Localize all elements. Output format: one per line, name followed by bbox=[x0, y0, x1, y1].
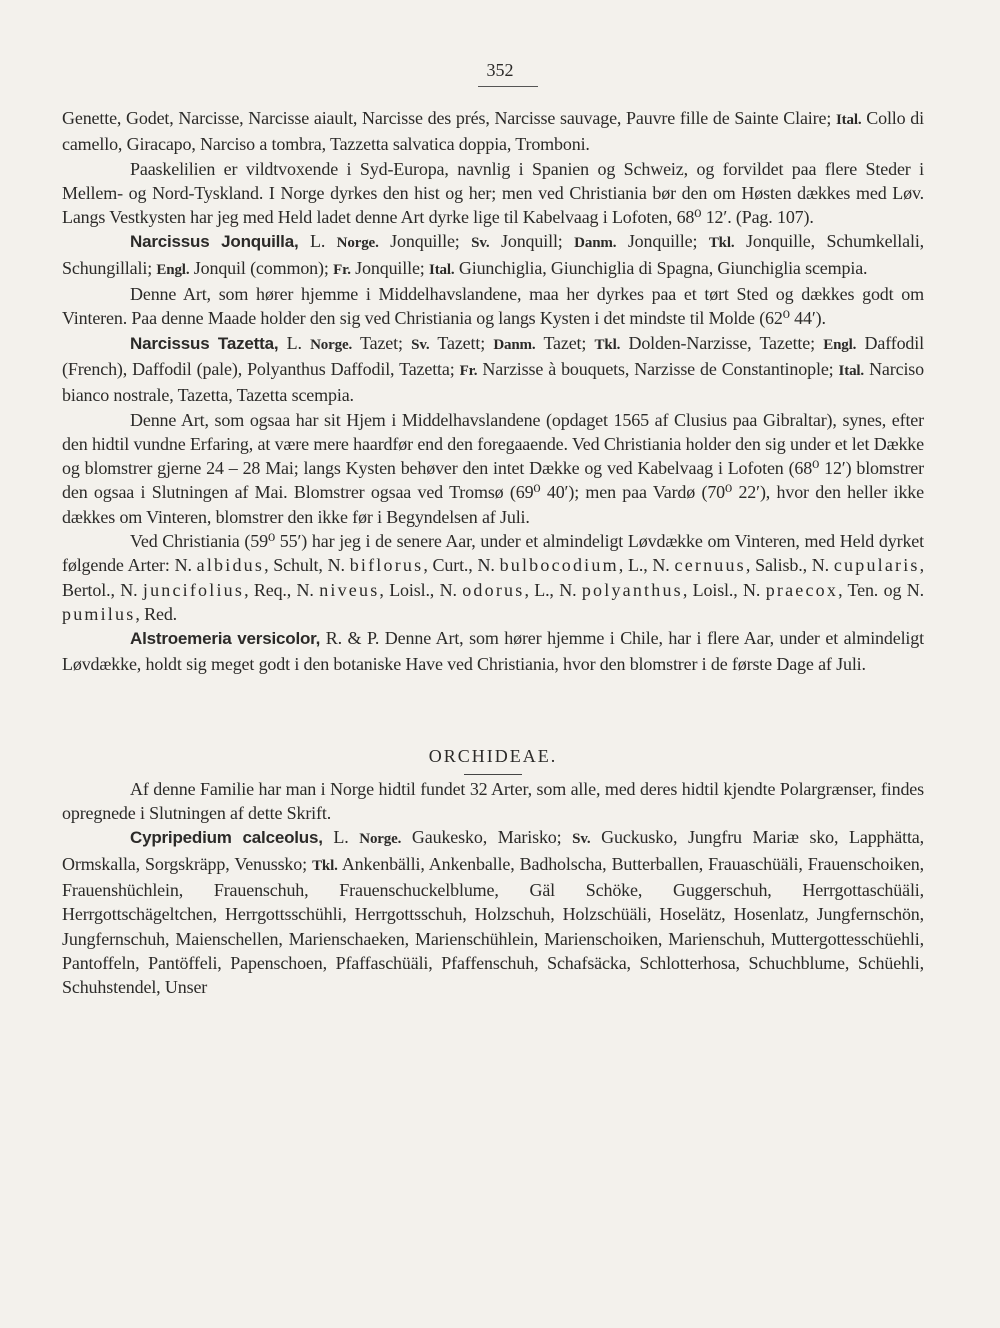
spaced-epithet: polyanthus bbox=[581, 579, 683, 600]
paragraph-cultivated-species bbox=[62, 529, 924, 626]
text-run: , L., N. bbox=[618, 555, 675, 576]
text-run: Narzisse à bouquets, Narzisse de Constantinople; bbox=[477, 358, 839, 379]
text-run: Ankenbälli, Ankenballe, Badholscha, Butterballen, Frauaschüäli, Frauenschoiken, Frauenshüchlein, Frauenschuh, Frauenschuckelblume, Gäl Schöke, Guggerschuh, Herrgottaschüäli, Herrgottschägeltchen, Herrgottsschühli, Herrgottsschuh, Holzschuh, Holzschüäli, Hoselätz, Hosenlatz, Jungfernschön, Jungfernschuh, Maienschellen, Marienschaeken, Marienschühlein, Marienschoiken, Marienschuh, Muttergottesschüehli, Pantoffeln, Pantöffeli, Papenschoen, Pfaffaschüäli, Pfaffenschuh, Schafsäcka, Schlotterhosa, Schuchblume, Schüehli, Schuhstendel, Unser bbox=[62, 853, 924, 998]
text-run: Ved Christiania (59⁰ 55′) har jeg i de senere Aar, under et almindeligt Løvdække om Vinteren, med Held dyrket følgende Arter: N. bbox=[62, 531, 924, 576]
text-run: Daffodil (French), Daffodil (pale), Polyanthus Daffodil, Tazetta; bbox=[62, 332, 924, 379]
page-number-rule bbox=[478, 86, 538, 87]
paragraph-jonquilla-notes: Denne Art, som hører hjemme i Middelhavslandene, maa her dyrkes paa et tørt Sted og dækkes godt om Vinteren. Paa denne Maade holder den sig ved Christiania og langs Kysten i det mindste til Molde (62⁰ 44′). bbox=[62, 284, 924, 329]
paragraph-orchideae-intro: Af denne Familie har man i Norge hidtil fundet 32 Arter, som alle, med deres hidtil kjendte Polargrænser, findes opregnede i Slutningen af dette Skrift. bbox=[62, 778, 924, 824]
language-abbrev: Tkl. bbox=[312, 857, 338, 874]
species-heading: Narcissus Tazetta, bbox=[130, 333, 279, 353]
language-abbrev: Danm. bbox=[493, 336, 536, 353]
text-run: Jonquil (common); bbox=[189, 257, 334, 278]
paragraph-tazetta-notes: Denne Art, som ogsaa har sit Hjem i Middelhavslandene (opdaget 1565 af Clusius paa Gibraltar), synes, efter den hidtil vundne Erfaring, at være mere haardfør end den foregaaende. Ved Christiania holder den sig under et let Dække og blomstrer gjerne 24 – 28 Mai; langs Kysten behøver den intet Dække og ved Kabelvaag i Lofoten (68⁰ 12′) blomstrer den ogsaa i Slutningen af Mai. Blomstrer ogsaa ved Tromsø (69⁰ 40′); men paa Vardø (70⁰ 22′), hvor den heller ikke dækkes om Vinteren, blomstrer den ikke før i Begyndelsen af Juli. bbox=[62, 409, 924, 527]
text-run: , Ten. og N. bbox=[838, 579, 924, 600]
text-run: Gaukesko, Marisko; bbox=[401, 827, 573, 848]
language-abbrev: Sv. bbox=[411, 336, 430, 353]
language-abbrev: Ital. bbox=[838, 362, 865, 379]
species-heading: Narcissus Jonquilla, bbox=[130, 232, 299, 252]
language-abbrev: Ital. bbox=[429, 261, 455, 278]
language-abbrev: Norge. bbox=[310, 336, 353, 353]
text-run: Jonquille; bbox=[378, 231, 472, 252]
language-abbrev: Tkl. bbox=[594, 336, 621, 353]
text-run: Jonquille; bbox=[350, 257, 430, 278]
text-run: Jonquille; bbox=[616, 231, 709, 252]
text-run: Collo di camello, Giracapo, Narciso a tombra, Tazzetta salvatica doppia, Tromboni. bbox=[62, 108, 924, 155]
entry-cypripedium-calceolus bbox=[62, 825, 924, 999]
paragraph-vernacular-names-continued bbox=[62, 106, 924, 157]
text-run: Narciso bianco nostrale, Tazetta, Tazetta scempia. bbox=[62, 358, 924, 406]
text-run: Guckusko, Jungfru Mariæ sko, Lapphätta, Ormskalla, Sorgskräpp, Venussko; bbox=[62, 827, 924, 874]
text-run: Giunchiglia, Giunchiglia di Spagna, Giunchiglia scempia. bbox=[454, 257, 868, 278]
text-run: , Salisb., N. bbox=[745, 555, 834, 576]
spaced-epithet: albidus bbox=[196, 555, 265, 576]
text-run: Jonquill; bbox=[489, 231, 575, 252]
body-text bbox=[62, 106, 924, 1000]
language-abbrev: Norge. bbox=[359, 831, 402, 848]
text-run: R. & P. Denne Art, som hører hjemme i Chile, har i flere Aar, under et almindeligt Løvdække, holdt sig meget godt i den botaniske Have ved Christiania, hvor den blomstrer i de første Dage af Juli. bbox=[62, 628, 924, 674]
species-heading: Alstroemeria versicolor, bbox=[130, 629, 321, 649]
spaced-epithet: niveus bbox=[319, 579, 380, 600]
spaced-epithet: pumilus bbox=[62, 603, 136, 624]
entry-narcissus-tazetta bbox=[62, 331, 924, 408]
author: L. bbox=[298, 231, 337, 252]
language-abbrev: Sv. bbox=[572, 831, 591, 848]
section-title: ORCHIDEAE. bbox=[428, 745, 558, 766]
text-run: Tazet; bbox=[535, 332, 595, 353]
text-run: , Loisl., N. bbox=[379, 579, 463, 600]
language-abbrev: Sv. bbox=[471, 235, 490, 252]
language-abbrev: Tkl. bbox=[708, 235, 735, 252]
text-run: Jonquille, Schumkellali, Schungillali; bbox=[62, 231, 925, 278]
section-title-rule bbox=[464, 774, 522, 775]
text-run: Dolden-Narzisse, Tazette; bbox=[620, 332, 824, 353]
text-run: , Schult, N. bbox=[264, 555, 350, 576]
page-number: 352 bbox=[486, 60, 514, 80]
spaced-epithet: odorus bbox=[462, 579, 525, 600]
text-run: , Red. bbox=[135, 603, 178, 624]
paragraph-paaskelilien: Paaskelilien er vildtvoxende i Syd-Europa, navnlig i Spanien og Schweiz, og forvildet paa flere Steder i Mellem- og Nord-Tyskland. I Norge dyrkes den hist og her; men ved Christiania bør den om Høsten dækkes med Løv. Langs Vestkysten har jeg med Held ladet denne Art dyrke lige til Kabelvaag i Lofoten, 68⁰ 12′. (Pag. 107). bbox=[62, 158, 924, 228]
spaced-epithet: biflorus bbox=[349, 555, 424, 576]
author: L. bbox=[278, 332, 311, 353]
language-abbrev: Fr. bbox=[333, 261, 351, 278]
spaced-epithet: bulbocodium bbox=[499, 555, 619, 576]
text-run: Tazet; bbox=[352, 332, 412, 353]
language-abbrev: Danm. bbox=[574, 235, 617, 252]
text-run: Genette, Godet, Narcisse, Narcisse aiault, Narcisse des prés, Narcisse sauvage, Pauvre fille de Sainte Claire; bbox=[62, 108, 836, 128]
text-run: , Curt., N. bbox=[423, 555, 500, 576]
language-abbrev: Fr. bbox=[459, 362, 478, 379]
spaced-epithet: cernuus bbox=[674, 555, 746, 576]
spaced-epithet: cupularis bbox=[833, 555, 920, 576]
text-run: , Req., N. bbox=[244, 579, 320, 600]
spaced-epithet: juncifolius bbox=[142, 579, 245, 600]
language-abbrev: Engl. bbox=[823, 336, 857, 353]
spaced-epithet: praecox bbox=[765, 579, 839, 600]
text-run: , Loisl., N. bbox=[682, 579, 766, 600]
text-run: Tazett; bbox=[429, 332, 494, 353]
species-heading: Cypripedium calceolus, bbox=[130, 828, 323, 848]
entry-alstroemeria-versicolor bbox=[62, 626, 924, 676]
author: L. bbox=[322, 827, 360, 848]
text-run: , Bertol., N. bbox=[62, 555, 924, 600]
language-abbrev: Engl. bbox=[156, 261, 190, 278]
language-abbrev: Norge. bbox=[336, 235, 379, 252]
language-abbrev: Ital. bbox=[835, 112, 862, 128]
text-run: , L., N. bbox=[524, 579, 582, 600]
entry-narcissus-jonquilla bbox=[62, 229, 924, 282]
